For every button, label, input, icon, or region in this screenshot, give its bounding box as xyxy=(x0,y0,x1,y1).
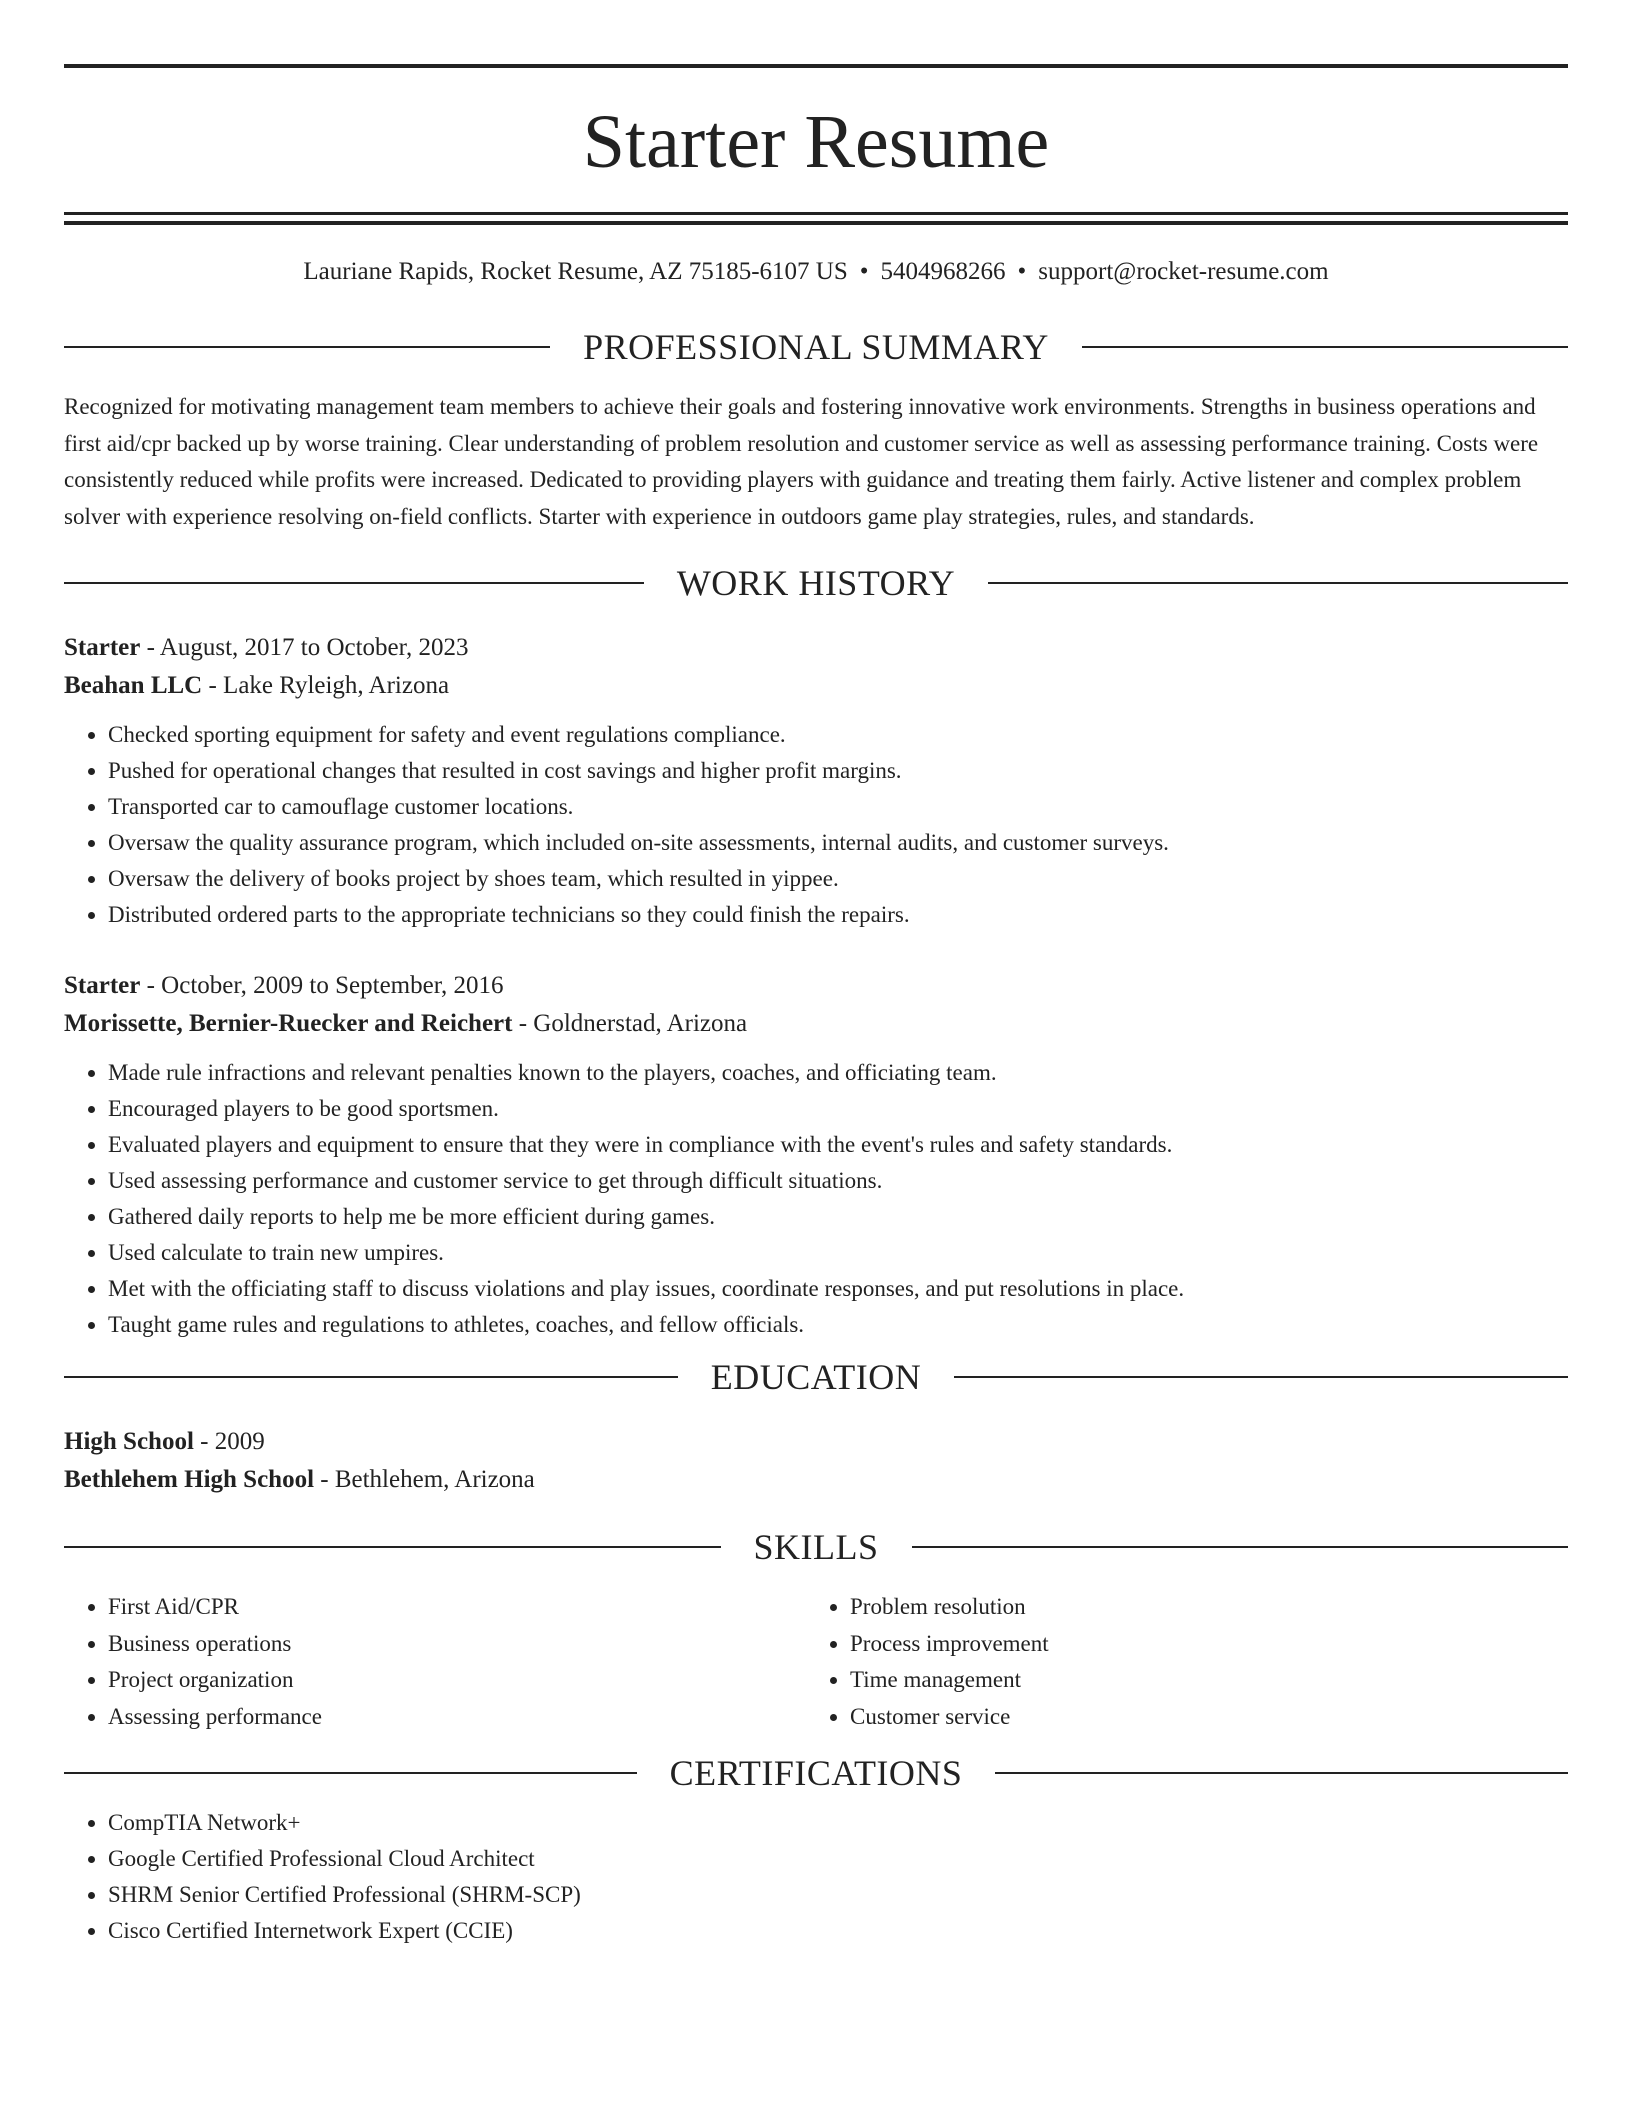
job-title-line xyxy=(64,967,1568,1005)
contact-email: support@rocket-resume.com xyxy=(1038,258,1329,285)
contact-phone: 5404968266 xyxy=(880,258,1006,285)
job-company-line xyxy=(64,667,1568,705)
job-company-line xyxy=(64,1005,1568,1043)
section-title-certifications: CERTIFICATIONS xyxy=(669,1753,963,1793)
list-item: • Customer service xyxy=(850,1699,1548,1736)
list-item: • First Aid/CPR xyxy=(108,1589,806,1626)
job-entry xyxy=(64,629,1568,933)
top-rule xyxy=(64,64,1568,68)
education-year: - 2009 xyxy=(193,1428,265,1455)
list-item: • Used calculate to train new umpires. xyxy=(108,1235,1568,1271)
list-item: • Pushed for operational changes that resulted in cost savings and higher profit margins. xyxy=(108,753,1568,789)
job-duties-list xyxy=(64,1055,1568,1343)
list-item: • Used assessing performance and customer service to get through difficult situations. xyxy=(108,1163,1568,1199)
heading-rule xyxy=(954,1376,1568,1378)
job-dates: - October, 2009 to September, 2016 xyxy=(140,972,504,999)
education-degree-line xyxy=(64,1423,1568,1461)
education-location: - Bethlehem, Arizona xyxy=(314,1466,535,1493)
section-heading-work-history xyxy=(64,563,1568,603)
list-item: • Checked sporting equipment for safety and event regulations compliance. xyxy=(108,717,1568,753)
section-title-work-history: WORK HISTORY xyxy=(676,563,956,603)
list-item: • Distributed ordered parts to the appropriate technicians so they could finish the repairs. xyxy=(108,897,1568,933)
education-degree: High School xyxy=(64,1428,194,1455)
section-heading-summary xyxy=(64,327,1568,367)
document-title: Starter Resume xyxy=(582,100,1050,184)
list-item: • Oversaw the quality assurance program, which included on-site assessments, internal audits, and customer surveys. xyxy=(108,825,1568,861)
job-dates: - August, 2017 to October, 2023 xyxy=(140,634,469,661)
contact-separator: • xyxy=(859,258,869,285)
heading-rule xyxy=(988,582,1568,584)
list-item: • Evaluated players and equipment to ensure that they were in compliance with the event's rules and safety standards. xyxy=(108,1127,1568,1163)
list-item: • Oversaw the delivery of books project by shoes team, which resulted in yippee. xyxy=(108,861,1568,897)
section-title-education: EDUCATION xyxy=(710,1357,922,1397)
job-entry xyxy=(64,967,1568,1343)
section-heading-skills xyxy=(64,1527,1568,1567)
section-heading-certifications xyxy=(64,1753,1568,1793)
section-title-summary: PROFESSIONAL SUMMARY xyxy=(583,327,1049,367)
contact-line xyxy=(64,257,1568,287)
list-item: • Google Certified Professional Cloud Architect xyxy=(108,1841,1568,1877)
list-item: • Gathered daily reports to help me be more efficient during games. xyxy=(108,1199,1568,1235)
heading-rule xyxy=(64,346,550,348)
skills-list-left xyxy=(64,1589,806,1735)
list-item: • Project organization xyxy=(108,1662,806,1699)
skills-grid xyxy=(64,1589,1568,1735)
list-item: • Transported car to camouflage customer locations. xyxy=(108,789,1568,825)
summary-text: Recognized for motivating management team members to achieve their goals and fostering innovative work environments. Strengths in business operations and first aid/cpr backed up by worse training. Clear understanding of problem resolution and customer service as well as assessing performance training. Costs were consistently reduced while profits were increased. Dedicated to providing players with guidance and treating them fairly. Active listener and complex problem solver with experience resolving on-field conflicts. Starter with experience in outdoors game play strategies, rules, and standards. xyxy=(64,394,1539,529)
list-item: • Process improvement xyxy=(850,1626,1548,1663)
job-location: - Goldnerstad, Arizona xyxy=(512,1010,748,1037)
heading-rule xyxy=(64,1772,637,1774)
education-entry xyxy=(64,1423,1568,1499)
list-item: • Business operations xyxy=(108,1626,806,1663)
heading-rule xyxy=(995,1772,1568,1774)
certifications-list xyxy=(64,1805,1568,1949)
resume-page xyxy=(64,64,1568,1949)
heading-rule xyxy=(64,1376,678,1378)
heading-rule xyxy=(1082,346,1568,348)
list-item: • Time management xyxy=(850,1662,1548,1699)
list-item: • CompTIA Network+ xyxy=(108,1805,1568,1841)
heading-rule xyxy=(912,1546,1569,1548)
list-item: • Assessing performance xyxy=(108,1699,806,1736)
job-title: Starter xyxy=(64,634,141,661)
list-item: • Taught game rules and regulations to athletes, coaches, and fellow officials. xyxy=(108,1307,1568,1343)
contact-separator: • xyxy=(1017,258,1027,285)
heading-rule xyxy=(64,582,644,584)
list-item: • Problem resolution xyxy=(850,1589,1548,1626)
list-item: • Encouraged players to be good sportsmen. xyxy=(108,1091,1568,1127)
list-item: • Cisco Certified Internetwork Expert (CCIE) xyxy=(108,1913,1568,1949)
list-item: • SHRM Senior Certified Professional (SHRM-SCP) xyxy=(108,1877,1568,1913)
job-title: Starter xyxy=(64,972,141,999)
title-double-rule xyxy=(64,212,1568,225)
job-company: Morissette, Bernier-Ruecker and Reichert xyxy=(64,1010,513,1037)
section-heading-education xyxy=(64,1357,1568,1397)
list-item: • Made rule infractions and relevant penalties known to the players, coaches, and officiating team. xyxy=(108,1055,1568,1091)
job-title-line xyxy=(64,629,1568,667)
section-title-skills: SKILLS xyxy=(753,1527,879,1567)
heading-rule xyxy=(64,1546,721,1548)
job-duties-list xyxy=(64,717,1568,933)
contact-address: Lauriane Rapids, Rocket Resume, AZ 75185-6107 US xyxy=(303,258,848,285)
job-location: - Lake Ryleigh, Arizona xyxy=(202,672,450,699)
education-school-line xyxy=(64,1461,1568,1499)
skills-list-right xyxy=(806,1589,1548,1735)
education-school: Bethlehem High School xyxy=(64,1466,315,1493)
job-company: Beahan LLC xyxy=(64,672,203,699)
list-item: • Met with the officiating staff to discuss violations and play issues, coordinate responses, and put resolutions in place. xyxy=(108,1271,1568,1307)
